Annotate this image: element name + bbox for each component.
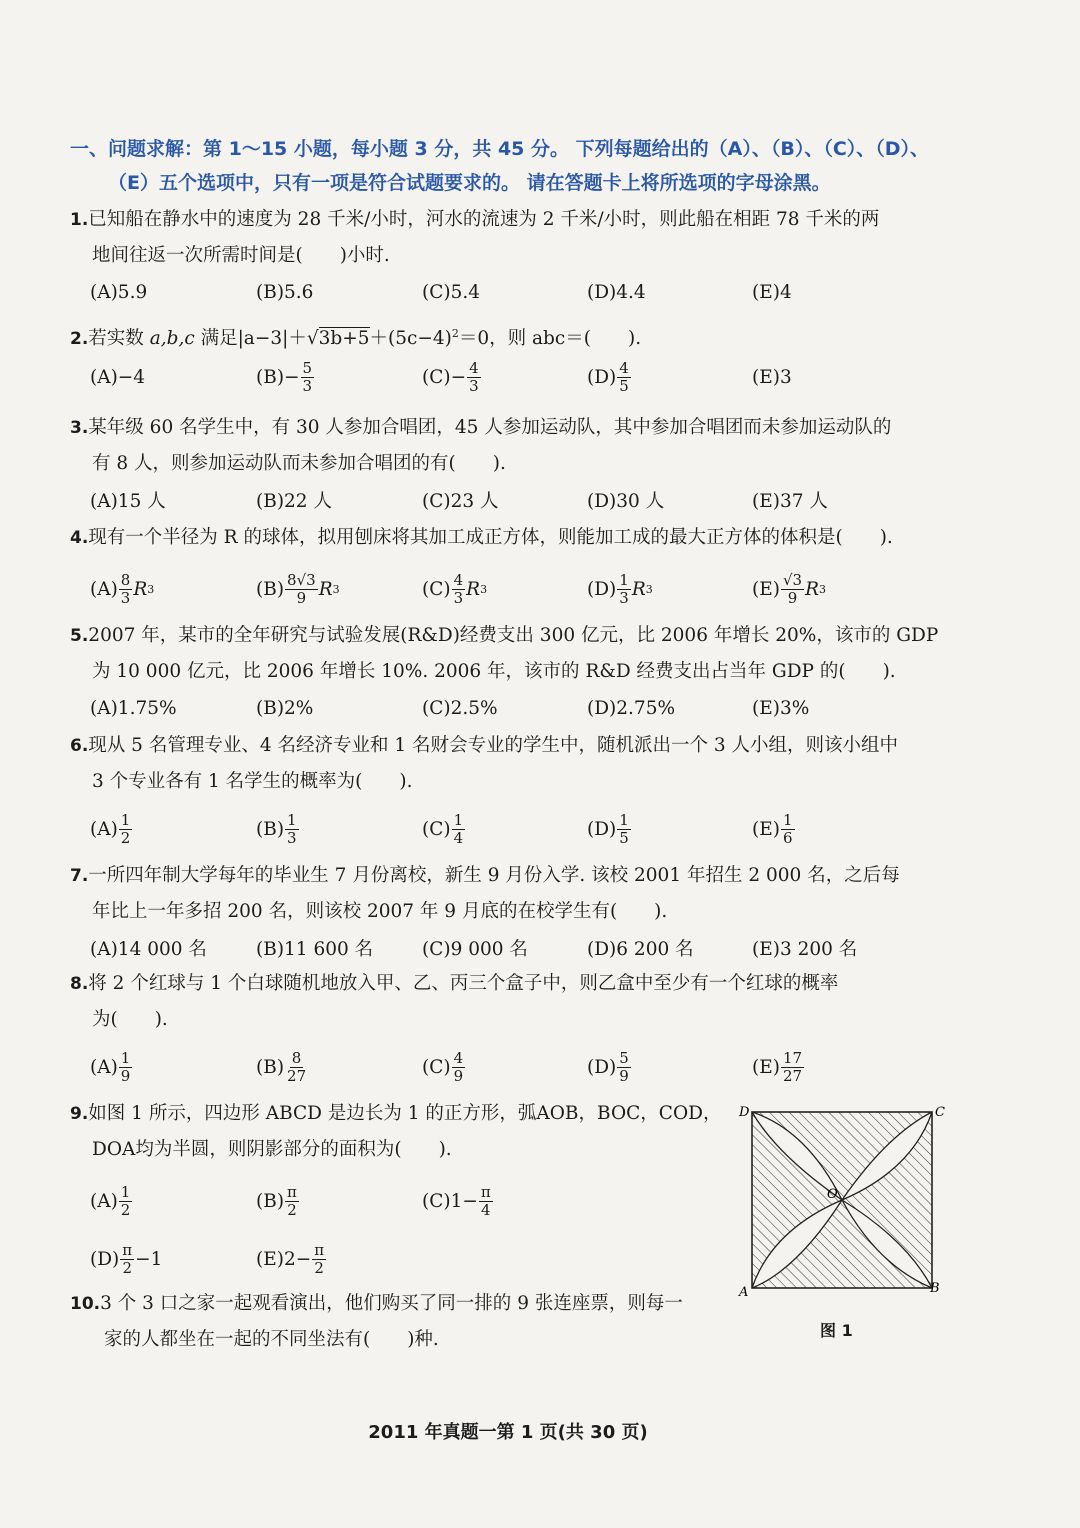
question-number: 10.: [70, 1294, 101, 1314]
label-c: C: [935, 1105, 945, 1120]
question-text: ＋(5c−4): [369, 328, 452, 350]
option-a: (A) $\frac{1}{9}$: [90, 1048, 131, 1085]
question-8: [70, 966, 838, 1092]
option-e: (E) $\frac{1}{6}$: [752, 810, 793, 847]
question-2: [70, 316, 792, 402]
question-6: [70, 728, 898, 854]
option-c: (C)9 000 名: [422, 939, 528, 960]
option-e: (E)4: [752, 281, 792, 303]
question-text: 若实数: [88, 328, 150, 350]
question-text: DOA均为半圆，则阴影部分的面积为( ).: [92, 1139, 452, 1160]
section-header-line2: （E）五个选项中，只有一项是符合试题要求的。 请在答题卡上将所选项的字母涂黑。: [108, 172, 831, 194]
question-number: 5.: [70, 626, 89, 646]
options: [70, 690, 938, 726]
option-a: (A)1.75%: [90, 697, 177, 719]
option-d: (D) $\frac{5}{9}$: [587, 1048, 629, 1085]
options: [70, 1176, 721, 1226]
question-text: 现从 5 名管理专业、4 名经济专业和 1 名财会专业的学生中，随机派出一个 3 人小组，则该小组中: [88, 735, 899, 756]
radicand: 3b+5: [318, 328, 370, 350]
question-text: 3 个 3 口之家一起观看演出，他们购买了同一排的 9 张连座票，则每一: [100, 1293, 683, 1314]
option-d: (D)2.75%: [587, 697, 676, 719]
question-text: 为 10 000 亿元，比 2006 年增长 10%. 2006 年，该市的 R&D 经费支出占当年 GDP 的( ).: [92, 661, 896, 682]
option-e: (E)37 人: [752, 491, 828, 512]
option-e: (E) $\frac{√3}{9}$ R 3: [752, 570, 826, 607]
option-e: (E) $\frac{17}{27}$: [752, 1048, 803, 1085]
option-b: (B) $\frac{\pi}{2}$: [256, 1182, 297, 1219]
option-e: (E)3%: [752, 697, 810, 719]
question-number: 9.: [70, 1104, 89, 1124]
option-e: (E)3 200 名: [752, 939, 858, 960]
question-text: 已知船在静水中的速度为 28 千米/小时，河水的流速为 2 千米/小时，则此船在相距 78 千米的两: [88, 209, 880, 230]
question-text: 满足|a−3|＋: [194, 328, 307, 350]
options: [70, 564, 893, 614]
question-10: [70, 1286, 683, 1358]
option-a: (A) $\frac{8}{3}$ R 3: [90, 570, 155, 607]
option-d: (D) $\frac{4}{5}$: [587, 358, 629, 395]
options: [70, 482, 891, 518]
option-c: (C) $\frac{1}{4}$: [422, 810, 464, 847]
question-number: 2.: [70, 329, 89, 350]
option-b: (B)11 600 名: [256, 939, 374, 960]
question-number: 4.: [70, 528, 89, 548]
figure-1-square-diagram: [737, 1100, 947, 1350]
exponent: 2: [451, 327, 459, 340]
question-text: 地间往返一次所需时间是( )小时.: [92, 245, 390, 266]
option-e: (E)2− $\frac{\pi}{2}$: [256, 1240, 325, 1277]
options-row2: [70, 1234, 721, 1284]
option-c: (C)2.5%: [422, 697, 498, 719]
option-a: (A)14 000 名: [90, 939, 207, 960]
question-text: 年比上一年多招 200 名，则该校 2007 年 9 月底的在校学生有( ).: [92, 901, 668, 922]
option-d: (D) $\frac{1}{3}$ R 3: [587, 570, 653, 607]
question-number: 7.: [70, 866, 89, 886]
options: [70, 352, 792, 402]
sqrt-symbol: √: [306, 328, 319, 350]
option-a: (A) $\frac{1}{2}$: [90, 1182, 131, 1219]
option-c: (C) $\frac{4}{3}$ R 3: [422, 570, 488, 607]
options: [70, 1042, 838, 1092]
option-b: (B)22 人: [256, 491, 332, 512]
options: [70, 274, 879, 310]
question-text: 为( ).: [92, 1009, 168, 1030]
option-b: (B) $\frac{8√3}{9}$ R 3: [256, 570, 340, 607]
option-d: (D)30 人: [587, 491, 665, 512]
option-b: (B)− $\frac{5}{3}$: [256, 358, 313, 395]
label-b: B: [930, 1281, 940, 1296]
option-d: (D)6 200 名: [587, 939, 694, 960]
question-9: [70, 1096, 721, 1284]
option-b: (B)2%: [256, 697, 314, 719]
question-number: 8.: [70, 974, 89, 994]
question-7: [70, 858, 900, 966]
page-footer: 2011 年真题一第 1 页(共 30 页): [368, 1422, 648, 1443]
option-c: (C)5.4: [422, 281, 481, 303]
option-a: (A)−4: [90, 366, 146, 388]
question-text: 现有一个半径为 R 的球体，拟用刨床将其加工成正方体，则能加工成的最大正方体的体积是( ).: [88, 527, 893, 548]
figure-caption: 图 1: [820, 1321, 853, 1340]
option-b: (B) $\frac{8}{27}$: [256, 1048, 307, 1085]
section-header: [70, 132, 970, 200]
option-b: (B)5.6: [256, 281, 314, 303]
option-a: (A)15 人: [90, 491, 166, 512]
question-number: 6.: [70, 736, 89, 756]
question-text: 2007 年，某市的全年研究与试验发展(R&D)经费支出 300 亿元，比 2006 年增长 20%，该市的 GDP: [88, 625, 939, 646]
option-c: (C)− $\frac{4}{3}$: [422, 358, 479, 395]
question-text: 家的人都坐在一起的不同坐法有( )种.: [104, 1329, 439, 1350]
question-3: [70, 410, 891, 518]
question-text: 将 2 个红球与 1 个白球随机地放入甲、乙、丙三个盒子中，则乙盒中至少有一个红球的概率: [88, 973, 839, 994]
option-c: (C)23 人: [422, 491, 499, 512]
question-text: 某年级 60 名学生中，有 30 人参加合唱团，45 人参加运动队，其中参加合唱团而未参加运动队的: [88, 417, 892, 438]
question-1: [70, 202, 879, 310]
question-text: 一所四年制大学每年的毕业生 7 月份离校，新生 9 月份入学. 该校 2001 年招生 2 000 名，之后每: [88, 865, 900, 886]
question-text: 有 8 人，则参加运动队而未参加合唱团的有( ).: [92, 453, 506, 474]
option-e: (E)3: [752, 366, 792, 388]
option-a: (A)5.9: [90, 281, 148, 303]
question-vars: a,b,c: [149, 328, 195, 350]
label-d: D: [739, 1105, 750, 1120]
question-text: ＝0，则 abc＝( ).: [458, 328, 642, 350]
options: [70, 930, 900, 966]
option-d: (D)4.4: [587, 281, 646, 303]
options: [70, 804, 898, 854]
question-4: [70, 520, 893, 614]
label-o: O: [827, 1187, 838, 1202]
question-5: [70, 618, 938, 726]
question-text: 如图 1 所示，四边形 ABCD 是边长为 1 的正方形，弧AOB，BOC，COD，: [88, 1103, 722, 1124]
option-d: (D) $\frac{1}{5}$: [587, 810, 629, 847]
question-number: 3.: [70, 418, 89, 438]
section-header-line1: 一、问题求解：第 1～15 小题，每小题 3 分，共 45 分。 下列每题给出的（A）、（B）、（C）、（D）、: [70, 138, 930, 160]
option-a: (A) $\frac{1}{2}$: [90, 810, 131, 847]
question-number: 1.: [70, 210, 89, 230]
option-d: (D) $\frac{\pi}{2}$ −1: [90, 1240, 163, 1277]
label-a: A: [739, 1285, 749, 1300]
question-text: 3 个专业各有 1 名学生的概率为( ).: [92, 771, 413, 792]
option-c: (C) $\frac{4}{9}$: [422, 1048, 464, 1085]
option-b: (B) $\frac{1}{3}$: [256, 810, 297, 847]
option-c: (C)1− $\frac{\pi}{4}$: [422, 1182, 491, 1219]
